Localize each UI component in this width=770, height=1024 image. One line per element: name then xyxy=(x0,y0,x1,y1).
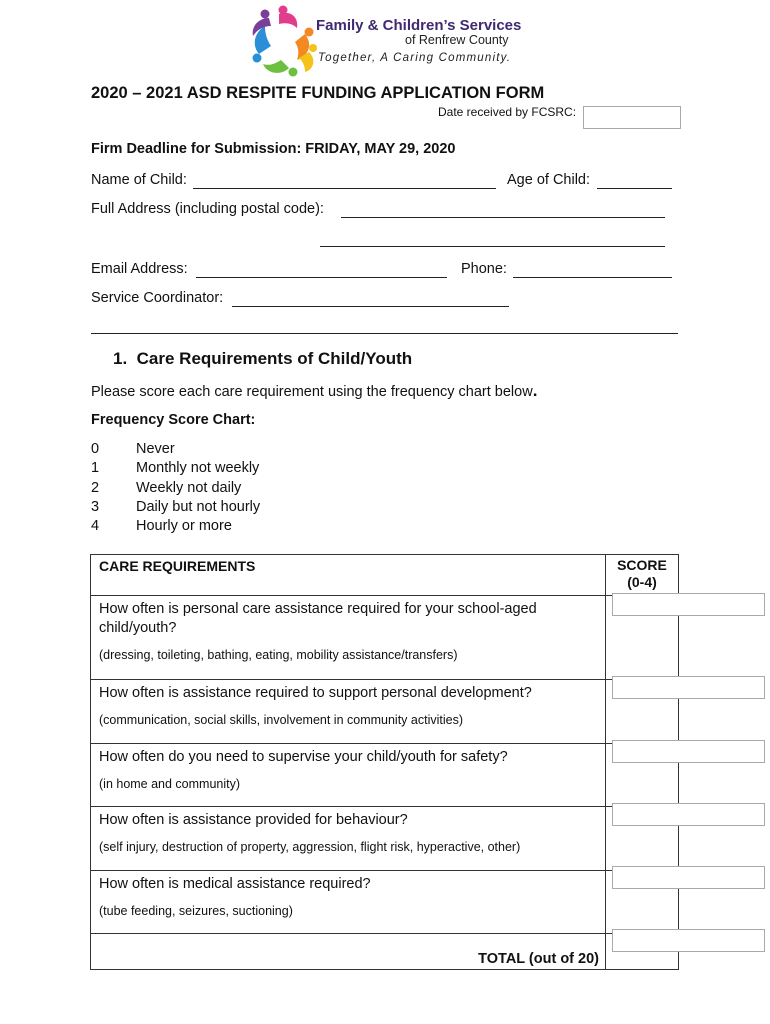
header-score-range: (0-4) xyxy=(627,574,657,590)
header-score xyxy=(606,555,679,596)
requirement-cell xyxy=(91,744,606,807)
phone-field[interactable] xyxy=(513,263,672,278)
org-name: Family & Children’s Services xyxy=(316,17,522,34)
score-input[interactable] xyxy=(612,803,765,826)
total-score-input[interactable] xyxy=(612,929,765,952)
requirement-question: How often is medical assistance required? xyxy=(99,876,371,892)
page-title: 2020 – 2021 ASD RESPITE FUNDING APPLICATION FORM xyxy=(91,84,545,102)
age-label: Age of Child: xyxy=(507,172,591,188)
score-input[interactable] xyxy=(612,676,765,699)
address-field-line-1[interactable] xyxy=(341,203,665,218)
frequency-label: Never xyxy=(136,441,175,457)
date-received-field[interactable] xyxy=(583,106,681,129)
table-row xyxy=(91,680,679,744)
frequency-chart-title: Frequency Score Chart: xyxy=(91,412,256,428)
table-row xyxy=(91,871,679,934)
requirement-cell xyxy=(91,871,606,934)
header-score-label: SCORE xyxy=(617,557,667,573)
total-row xyxy=(91,934,679,970)
frequency-score: 2 xyxy=(91,480,100,496)
coordinator-field[interactable] xyxy=(232,292,509,307)
score-input[interactable] xyxy=(612,740,765,763)
logo-figures-icon xyxy=(248,4,318,80)
frequency-label: Weekly not daily xyxy=(136,480,242,496)
header-care-requirements: CARE REQUIREMENTS xyxy=(91,555,606,596)
address-field-line-2[interactable] xyxy=(320,232,665,247)
requirement-detail: (communication, social skills, involvement in community activities) xyxy=(99,713,464,727)
frequency-score: 3 xyxy=(91,499,100,515)
section-1-title xyxy=(113,349,412,369)
table-header-row xyxy=(91,555,679,596)
requirement-detail: (self injury, destruction of property, aggression, flight risk, hyperactive, other) xyxy=(99,840,521,854)
requirement-cell xyxy=(91,596,606,680)
coordinator-label: Service Coordinator: xyxy=(91,290,224,306)
email-field[interactable] xyxy=(196,263,447,278)
section-1-number: 1. xyxy=(113,349,128,368)
intro-period: . xyxy=(532,381,538,400)
frequency-score: 1 xyxy=(91,460,100,476)
deadline-text: Firm Deadline for Submission: FRIDAY, MAY 29, 2020 xyxy=(91,141,456,157)
section-1-intro xyxy=(91,381,537,401)
score-input[interactable] xyxy=(612,866,765,889)
requirement-cell xyxy=(91,680,606,744)
frequency-label: Hourly or more xyxy=(136,518,232,534)
date-received-label: Date received by FCSRC: xyxy=(438,105,577,119)
org-tagline: Together, A Caring Community. xyxy=(318,52,512,64)
frequency-label: Daily but not hourly xyxy=(136,499,261,515)
score-input[interactable] xyxy=(612,593,765,616)
intro-text: Please score each care requirement using the frequency chart below xyxy=(91,384,533,400)
requirement-detail: (in home and community) xyxy=(99,777,241,791)
care-requirements-table xyxy=(90,554,679,970)
frequency-score: 0 xyxy=(91,441,100,457)
name-label: Name of Child: xyxy=(91,172,187,188)
requirement-detail: (dressing, toileting, bathing, eating, mobility assistance/transfers) xyxy=(99,648,458,662)
requirement-cell xyxy=(91,807,606,871)
age-field[interactable] xyxy=(597,174,672,189)
requirement-question: How often is personal care assistance required for your school-aged child/youth? xyxy=(99,601,537,636)
frequency-score: 4 xyxy=(91,518,100,534)
section-1-heading: Care Requirements of Child/Youth xyxy=(136,349,413,368)
total-label: TOTAL (out of 20) xyxy=(91,934,606,970)
table-row xyxy=(91,744,679,807)
table-row xyxy=(91,807,679,871)
address-label: Full Address (including postal code): xyxy=(91,201,324,217)
org-subtitle: of Renfrew County xyxy=(405,33,509,47)
phone-label: Phone: xyxy=(461,261,507,277)
requirement-question: How often do you need to supervise your child/youth for safety? xyxy=(99,749,508,765)
requirement-question: How often is assistance provided for behaviour? xyxy=(99,812,408,828)
section-divider xyxy=(91,333,678,334)
requirement-question: How often is assistance required to support personal development? xyxy=(99,685,532,701)
name-field[interactable] xyxy=(193,174,496,189)
frequency-label: Monthly not weekly xyxy=(136,460,260,476)
table-row xyxy=(91,596,679,680)
email-label: Email Address: xyxy=(91,261,188,277)
requirement-detail: (tube feeding, seizures, suctioning) xyxy=(99,904,293,918)
